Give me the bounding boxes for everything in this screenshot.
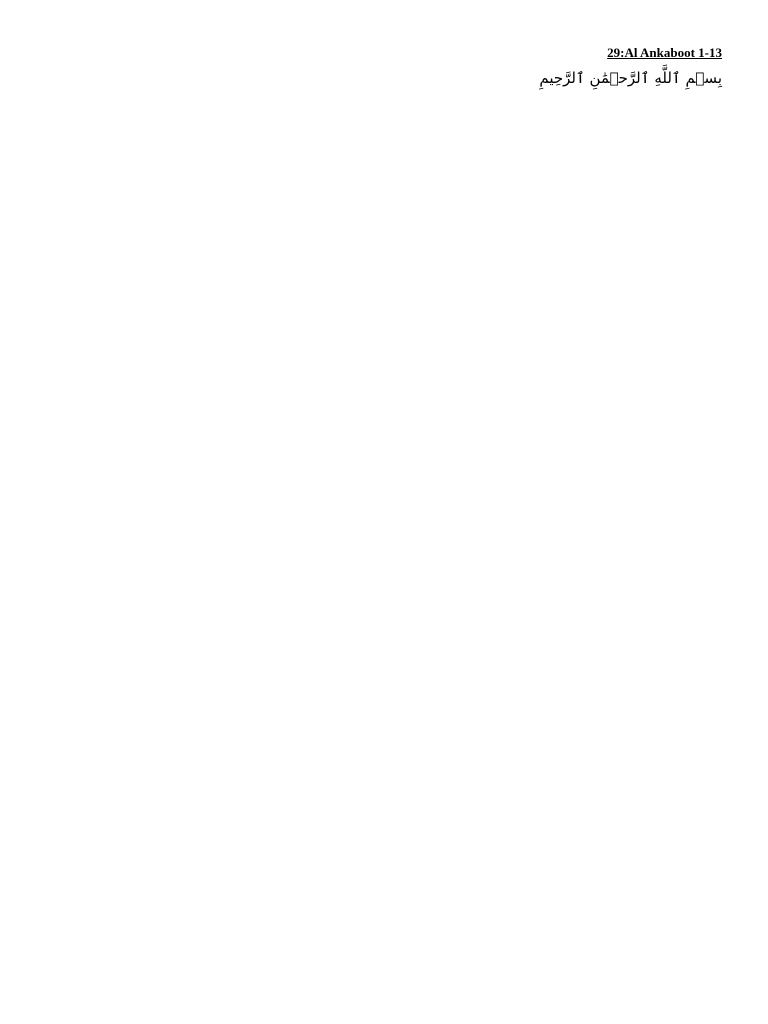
bismillah: بِسۡمِ ٱللَّهِ ٱلرَّحۡمَٰنِ ٱلرَّحِيمِ <box>539 69 722 87</box>
surah-title: 29:Al Ankaboot 1-13 <box>607 45 722 60</box>
